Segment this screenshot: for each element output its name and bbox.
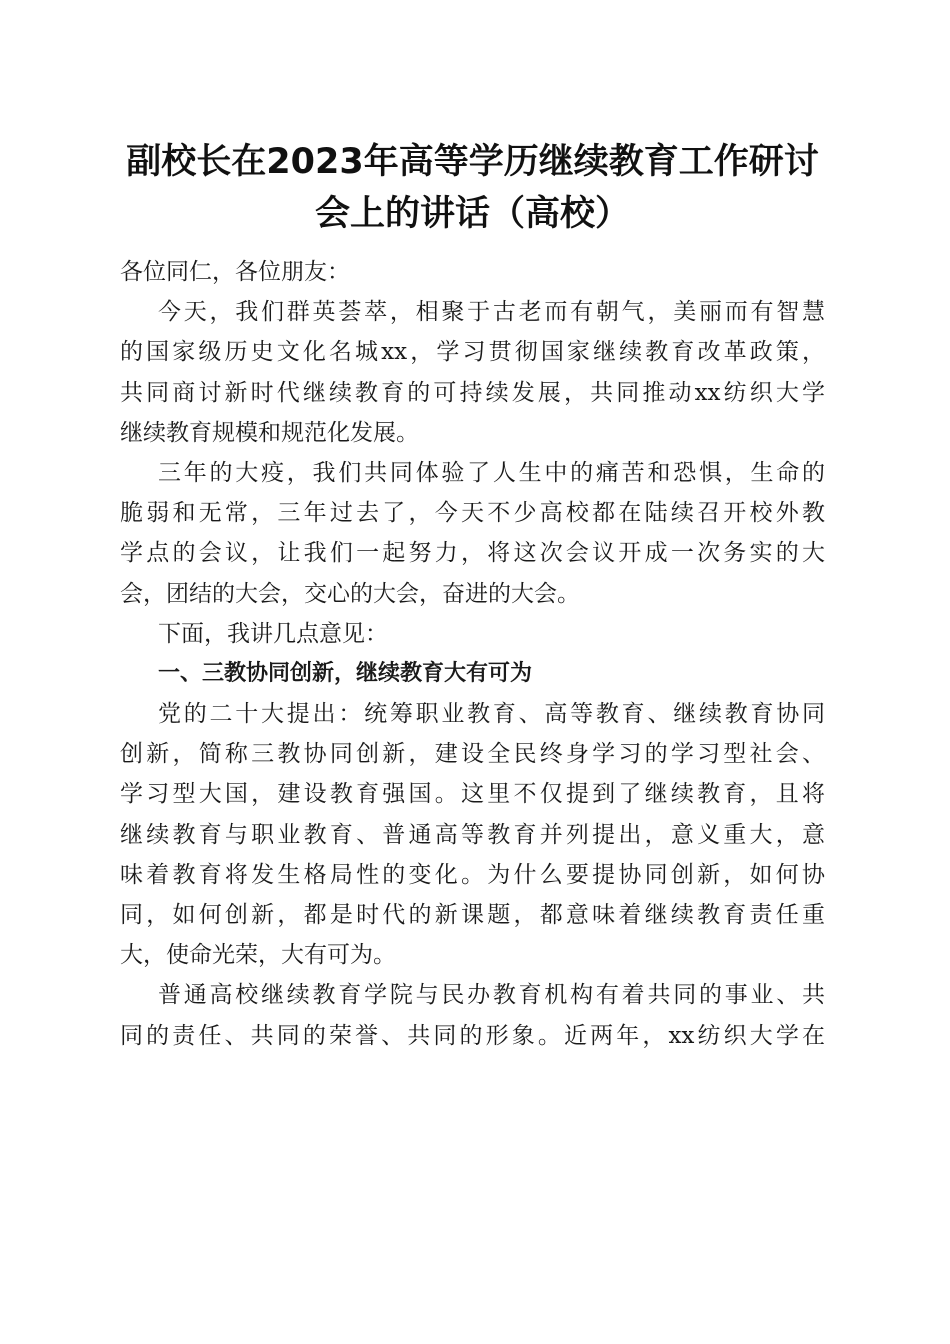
paragraph-1-line-3: 共同商讨新时代继续教育的可持续发展，共同推动xx纺织大学: [120, 379, 825, 406]
section-paragraph-2-line-2: 同的责任、共同的荣誉、共同的形象。近两年，xx纺织大学在: [120, 1022, 825, 1049]
paragraph-2-line-1: 三年的大疫，我们共同体验了人生中的痛苦和恐惧，生命的: [158, 459, 825, 486]
paragraph-1-line-1: 今天，我们群英荟萃，相聚于古老而有朝气，美丽而有智慧: [158, 299, 825, 326]
paragraph-2-line-4: 会，团结的大会，交心的大会，奋进的大会。: [120, 580, 580, 607]
paragraph-1-line-4: 继续教育规模和规范化发展。: [120, 419, 419, 446]
title-line-1: 副校长在2023年高等学历继续教育工作研讨: [126, 142, 819, 182]
section-paragraph-1-line-3: 学习型大国，建设教育强国。这里不仅提到了继续教育，且将: [120, 781, 825, 808]
paragraph-1-line-2: 的国家级历史文化名城xx，学习贯彻国家继续教育改革政策，: [120, 339, 825, 366]
section-paragraph-1-line-5: 味着教育将发生格局性的变化。为什么要提协同创新，如何协: [120, 861, 825, 888]
section-paragraph-1-line-6: 同，如何创新，都是时代的新课题，都意味着继续教育责任重: [120, 902, 825, 928]
paragraph-2-line-2: 脆弱和无常，三年过去了，今天不少高校都在陆续召开校外教: [120, 500, 825, 527]
section-paragraph-1-line-4: 继续教育与职业教育、普通高等教育并列提出，意义重大，意: [120, 821, 825, 848]
greeting: 各位同仁，各位朋友：: [120, 259, 350, 285]
document-title: [110, 136, 835, 240]
section-paragraph-2-line-1: 普通高校继续教育学院与民办教育机构有着共同的事业、共: [158, 982, 825, 1009]
paragraph-2-line-3: 学点的会议，让我们一起努力，将这次会议开成一次务实的大: [120, 540, 825, 567]
section-paragraph-1-line-1: 党的二十大提出：统筹职业教育、高等教育、继续教育协同: [158, 701, 825, 728]
paragraph-3-line-1: 下面，我讲几点意见：: [158, 620, 388, 647]
section-paragraph-1-line-7: 大，使命光荣，大有可为。: [120, 942, 396, 969]
document-body: [120, 252, 825, 1056]
section-paragraph-1-line-2: 创新，简称三教协同创新，建设全民终身学习的学习型社会、: [120, 741, 825, 768]
title-line-2: 会上的讲话（高校）: [314, 194, 630, 234]
section-heading: 一、三教协同创新，继续教育大有可为: [158, 660, 533, 686]
